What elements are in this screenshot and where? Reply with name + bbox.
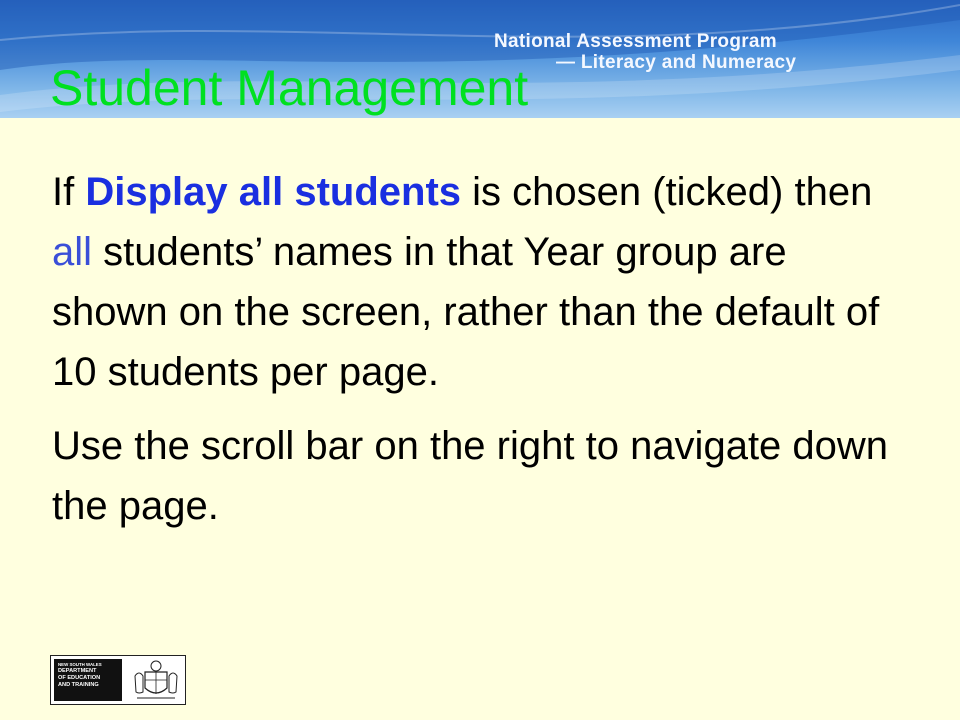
paragraph1-text-b: is chosen (ticked) then xyxy=(461,170,873,214)
slide-body xyxy=(52,162,912,550)
crest-icon xyxy=(131,658,181,702)
logo-line2: DEPARTMENT xyxy=(58,668,97,674)
logo-line3: OF EDUCATION xyxy=(58,675,101,681)
slide-title: Student Management xyxy=(50,60,529,116)
paragraph1-text-c: students’ names in that Year group are shown on the screen, rather than the default of 10 students per page. xyxy=(52,230,880,394)
all-highlight: all xyxy=(52,230,93,274)
paragraph1-text-a: If xyxy=(52,170,86,214)
logo-text-block xyxy=(54,659,122,701)
department-logo xyxy=(50,655,186,705)
paragraph-display-all xyxy=(52,162,912,402)
logo-line4: AND TRAINING xyxy=(58,682,99,688)
display-all-students-highlight: Display all students xyxy=(85,170,462,214)
program-name-line1: National Assessment Program xyxy=(494,31,777,52)
paragraph-scroll-bar: Use the scroll bar on the right to navigate down the page. xyxy=(52,424,889,528)
program-name-line2: — Literacy and Numeracy xyxy=(556,52,797,73)
logo-line1: NEW SOUTH WALES xyxy=(58,662,102,667)
